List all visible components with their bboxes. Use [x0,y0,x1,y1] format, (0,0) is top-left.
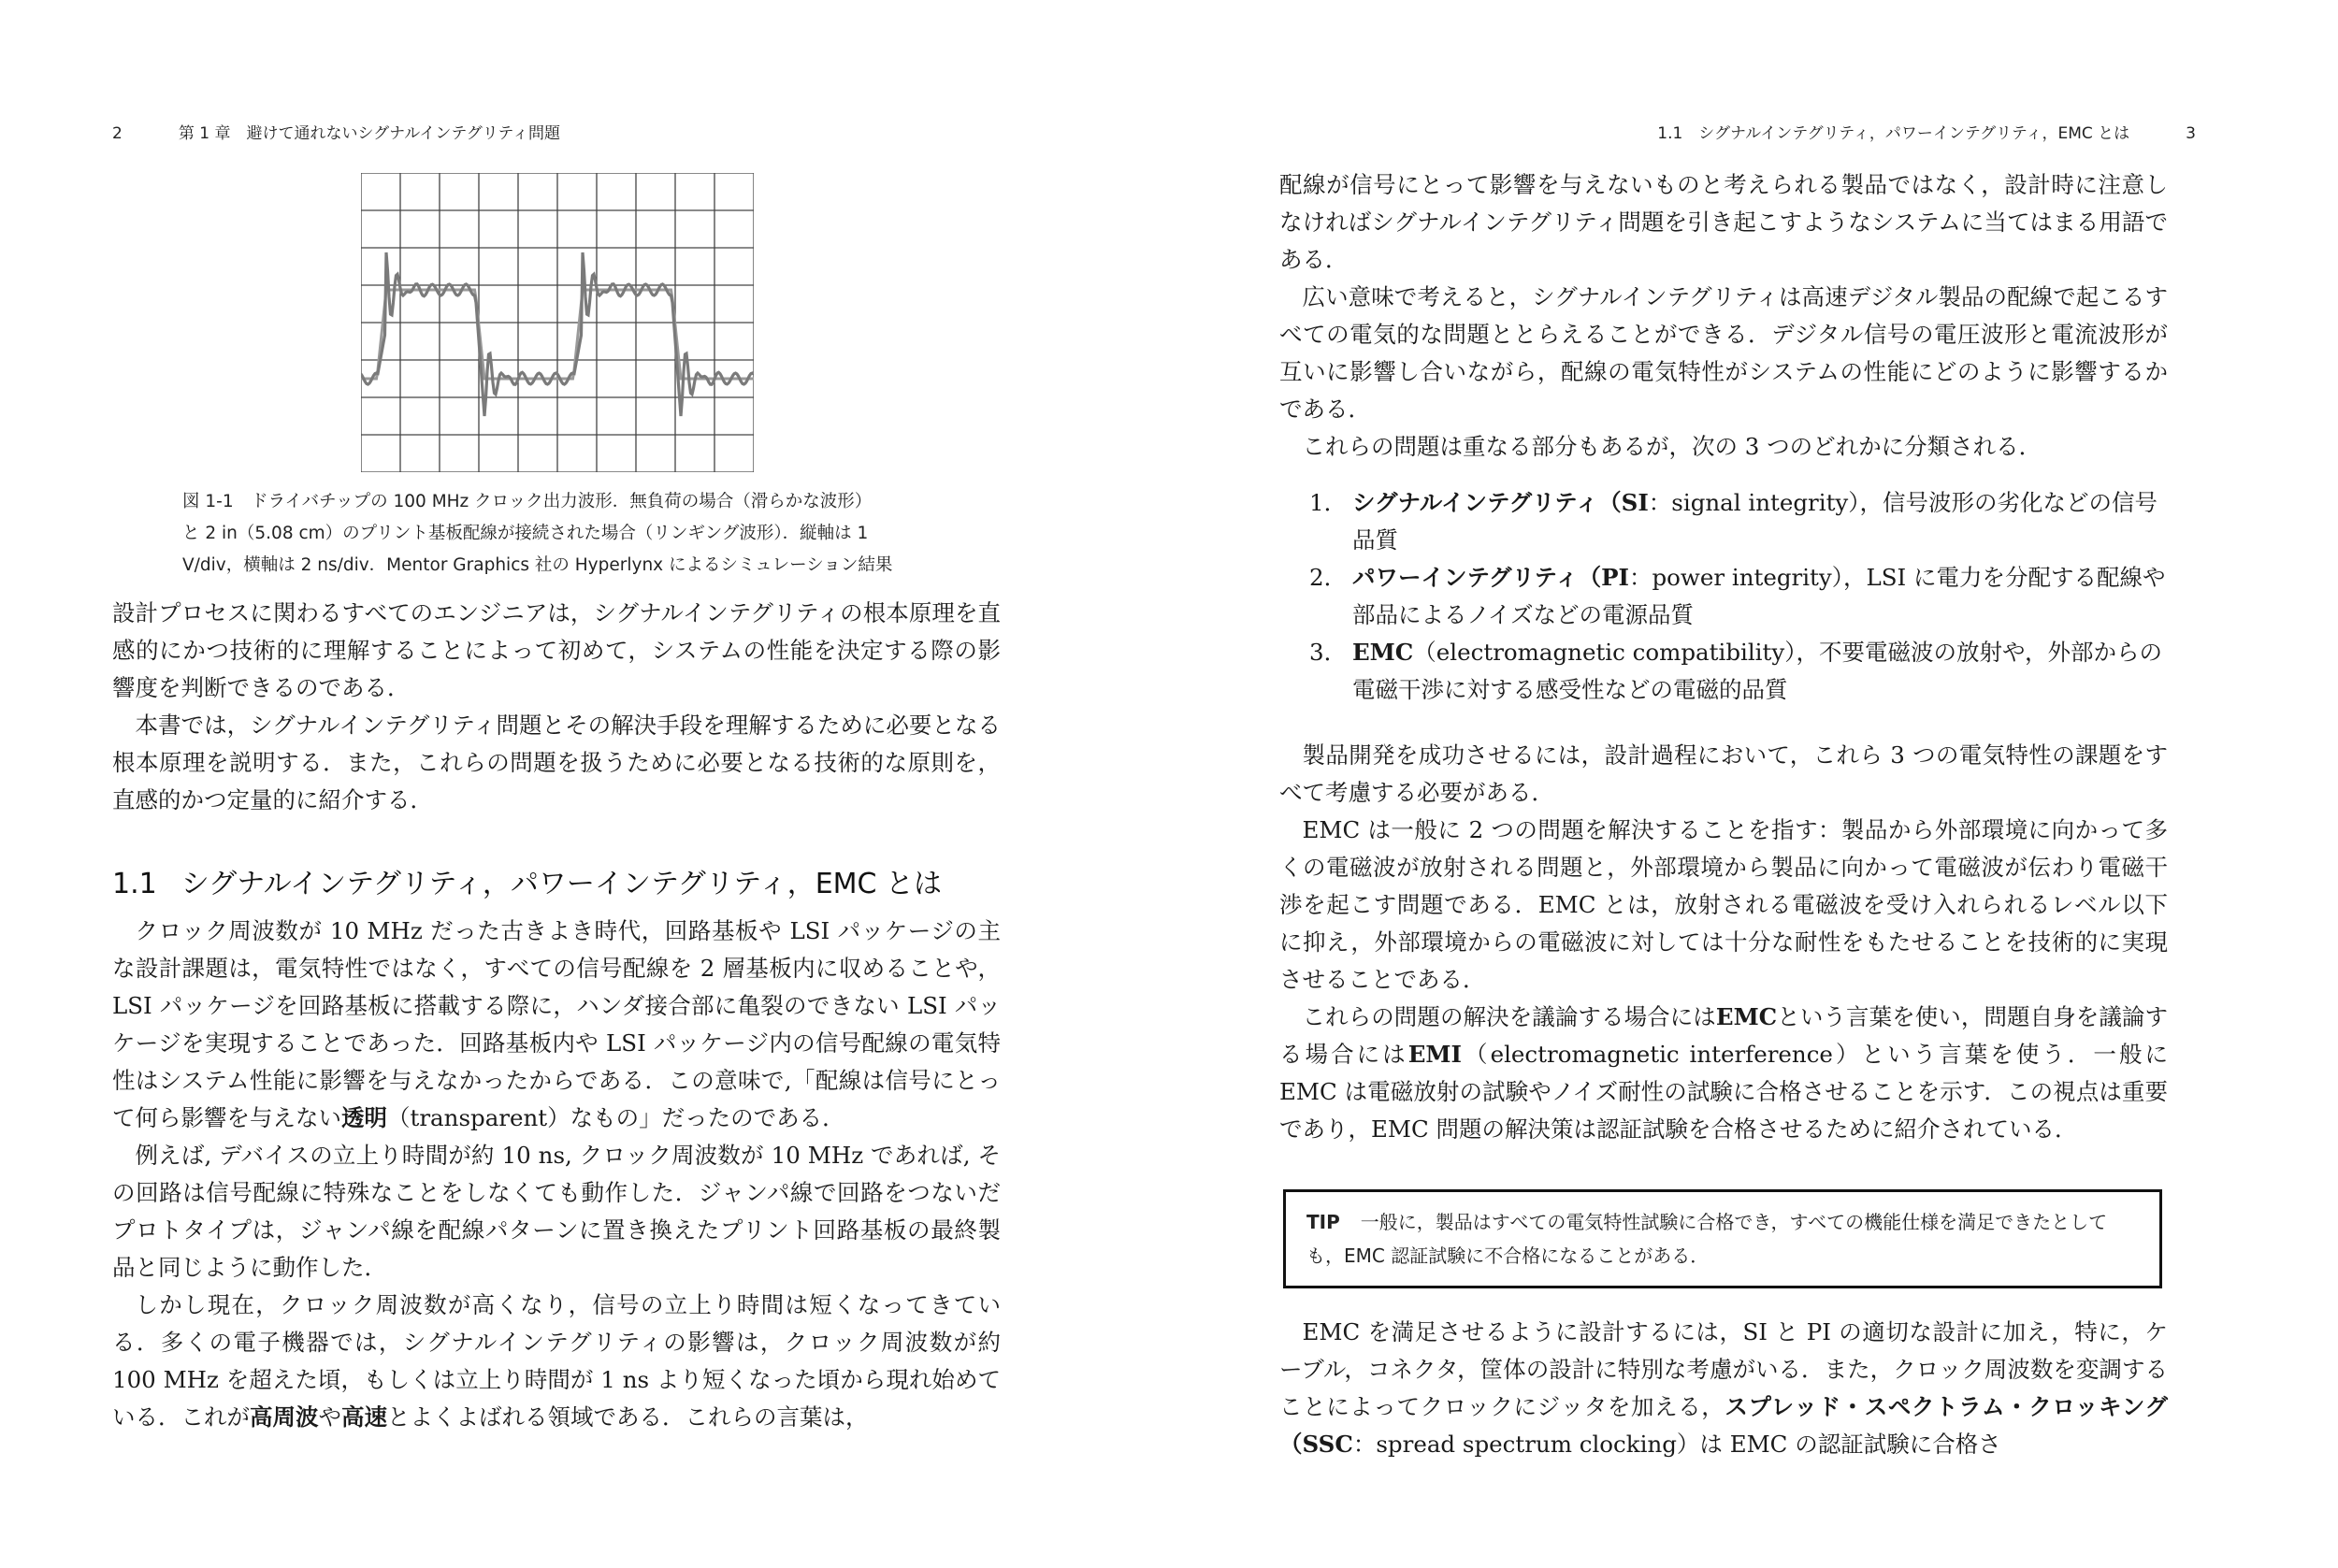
bold-term: EMI [1407,1041,1462,1068]
paragraph: しかし現在，クロック周波数が高くなり，信号の立上り時間は短くなってきている．多くの電子機器では，シグナルインテグリティの影響は，クロック周波数が約 100 MHz を超えた頃，もしくは立上り時間が 1 ns より短くなった頃から現れ始めている．これが高周波や高速とよくよばれる領域である．これらの言葉は， [112,1291,1001,1431]
tip-text: 一般に，製品はすべての電気特性試験に合格でき，すべての機能仕様を満足できたとしても，EMC 認証試験に不合格になることがある． [1306,1211,2108,1267]
paragraph: 本書では，シグナルインテグリティ問題とその解決手段を理解するために必要となる根本原理を説明する．また，これらの問題を扱うために必要となる技術的な原則を，直感的かつ定量的に紹介する． [112,712,1001,813]
waveform-figure [361,173,754,472]
list-item: 2． パワーインテグリティ（PI：power integrity），LSI に電力を分配する配線や部品によるノイズなどの電源品質 [1309,564,2166,628]
left-intro-text [112,595,1001,819]
left-chapter-title: 第 1 章 避けて通れないシグナルインテグリティ問題 [178,124,561,143]
tip-box [1283,1189,2162,1288]
right-intro-text [1279,166,2168,466]
right-emc-text [1279,737,2168,1148]
left-section-text [112,913,1001,1436]
bold-term: 高速 [341,1403,387,1431]
caption-line-3: V/div，横軸は 2 ns/div．Mentor Graphics 社の Hyperlynx によるシミュレーション結果 [182,555,893,575]
bold-term: 高周波 [250,1403,319,1431]
right-section-title: 1.1 シグナルインテグリティ，パワーインテグリティ，EMC とは [1657,124,2130,143]
caption-line-2: と 2 in（5.08 cm）のプリント基板配線が接続された場合（リンギング波形）．縦軸は 1 [182,524,869,543]
paragraph: 広い意味で考えると，シグナルインテグリティは高速デジタル製品の配線で起こるすべての電気的な問題ととらえることができる．デジタル信号の電圧波形と電流波形が互いに影響し合いながら，配線の電気特性がシステムの性能にどのように影響するかである． [1279,283,2168,423]
classification-list [1309,484,2170,709]
caption-line-1: 図 1-1 ドライバチップの 100 MHz クロック出力波形．無負荷の場合（滑らかな波形） [182,492,873,511]
left-page-number: 2 [112,124,123,143]
paragraph: これらの問題の解決を議論する場合にはEMCという言葉を使い，問題自身を議論する場合にはEMI（electromagnetic interference）という言葉を使う．一般に EMC は電磁放射の試験やノイズ耐性の試験に合格させることを示す．この視点は重要であり，EMC 問題の解決策は認証試験を合格させるために紹介されている． [1279,1003,2169,1143]
paragraph: 製品開発を成功させるには，設計過程において，これら 3 つの電気特性の課題をすべて考慮する必要がある． [1279,741,2168,806]
paragraph: 例えば, デバイスの立上り時間が約 10 ns, クロック周波数が 10 MHz であれば, その回路は信号配線に特殊なことをしなくても動作した．ジャンパ線で回路をつないだプロトタイプは，ジャンパ線を配線パターンに置き換えたプリント回路基板の最終製品と同じように動作した． [112,1142,1001,1281]
tip-label: TIP [1306,1211,1340,1233]
paragraph: EMC を満足させるように設計するには，SI と PI の適切な設計に加え，特に，ケーブル，コネクタ，筐体の設計に特別な考慮がいる．また，クロック周波数を変調することによってクロックにジッタを加える，スプレッド・スペクトラム・クロッキング（SSC：spread spectrum clocking）は EMC の認証試験に合格さ [1279,1318,2168,1458]
figure-caption [182,486,931,582]
waveform-plot [361,173,754,472]
section-number: 1.1 [112,868,157,900]
right-page [1169,0,2338,1568]
paragraph: 配線が信号にとって影響を与えないものと考えられる製品ではなく，設計時に注意しなければシグナルインテグリティ問題を引き起こすようなシステムに当てはまる用語である． [1279,171,2168,273]
right-running-header [1657,120,2196,143]
left-running-header [112,120,560,143]
bold-term: EMC [1715,1003,1778,1030]
paragraph: これらの問題は重なる部分もあるが，次の 3 つのどれかに分類される． [1302,433,2042,460]
right-page-number: 3 [2186,124,2196,143]
section-heading [112,860,1010,901]
bold-term: スプレッド・スペクトラム・クロッキング（SSC [1279,1393,2168,1458]
bold-term: 透明 [341,1104,387,1131]
paragraph: 設計プロセスに関わるすべてのエンジニアは，シグナルインテグリティの根本原理を直感的にかつ技術的に理解することによって初めて，システムの性能を決定する際の影響度を判断できるのである． [112,599,1001,701]
list-item: 1． シグナルインテグリティ（SI：signal integrity），信号波形の劣化などの信号品質 [1309,489,2158,554]
paragraph: EMC は一般に 2 つの問題を解決することを指す：製品から外部環境に向かって多くの電磁波が放射される問題と，外部環境から製品に向かって電磁波が伝わり電磁干渉を起こす問題である．EMC とは，放射される電磁波を受け入れられるレベル以下に抑え，外部環境からの電磁波に対しては十分な耐性をもたせることを技術的に実現させることである． [1279,816,2168,993]
right-closing-text [1279,1314,2168,1463]
list-item: 3． EMC（electromagnetic compatibility），不要電磁波の放射や，外部からの電磁干渉に対する感受性などの電磁的品質 [1309,639,2162,703]
paragraph: クロック周波数が 10 MHz だった古きよき時代，回路基板や LSI パッケージの主な設計課題は，電気特性ではなく，すべての信号配線を 2 層基板内に収めることや，LSI パッケージを回路基板に搭載する際に，ハンダ接合部に亀裂のできない LSI パッケージを実現することであった．回路基板内や LSI パッケージ内の信号配線の電気特性はシステム性能に影響を与えなかったからである．この意味で,「配線は信号にとって何ら影響を与えない透明（transparent）なもの」だったのである． [112,917,1001,1131]
section-title: シグナルインテグリティ，パワーインテグリティ，EMC とは [180,868,943,900]
